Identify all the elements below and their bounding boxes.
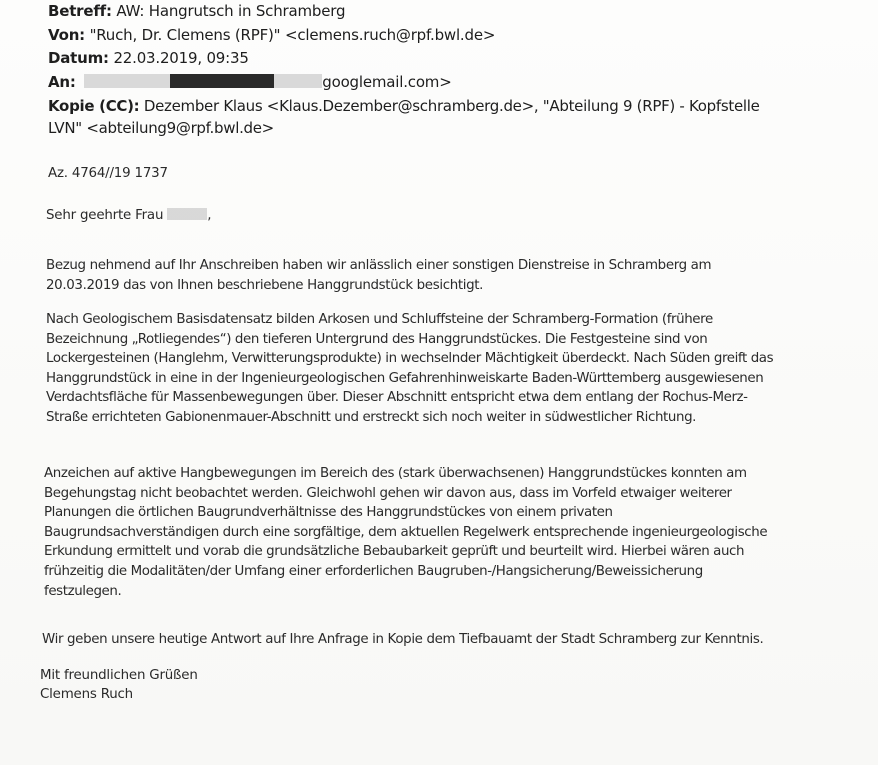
paragraph-1	[46, 256, 711, 295]
redacted-recipient-name	[84, 74, 170, 88]
paragraph-3-line: Anzeichen auf aktive Hangbewegungen im Bereich des (stark überwachsenen) Hanggrundstückes konnten am	[44, 466, 747, 481]
date-label: Datum:	[48, 49, 109, 67]
date-value: 22.03.2019, 09:35	[113, 49, 249, 67]
paragraph-3-line: Planungen die örtlichen Baugrundverhältnisse des Hanggrundstückes von einem privaten	[44, 505, 613, 521]
to-label: An:	[48, 73, 76, 91]
cc-line-continued	[48, 118, 274, 138]
signature: Clemens Ruch	[40, 687, 133, 702]
paragraph-3-line: festzulegen.	[44, 583, 122, 599]
from-line	[48, 25, 495, 45]
cc-value-line1: Dezember Klaus <Klaus.Dezember@schramberg.de>, "Abteilung 9 (RPF) - Kopfstelle	[143, 97, 760, 115]
date-line	[48, 48, 249, 68]
redacted-recipient-address-end	[274, 74, 322, 88]
paragraph-3-line: Erkundung ermittelt und vorab die grundsätzliche Bebaubarkeit geprüft und beurteilt wird. Hierbei wären auch	[44, 544, 745, 560]
salutation	[46, 206, 211, 226]
paragraph-1-line: 20.03.2019 das von Ihnen beschriebene Hanggrundstück besichtigt.	[46, 277, 484, 293]
redacted-recipient-address	[170, 74, 274, 88]
paragraph-1-line: Bezug nehmend auf Ihr Anschreiben haben wir anlässlich einer sonstigen Dienstreise in Schramberg am	[46, 258, 712, 273]
cc-label: Kopie (CC):	[48, 97, 140, 115]
paragraph-4: Wir geben unsere heutige Antwort auf Ihre Anfrage in Kopie dem Tiefbauamt der Stadt Schramberg zur Kenntnis.	[42, 632, 764, 647]
to-value: googlemail.com>	[322, 73, 452, 91]
paragraph-2-line: Straße errichteten Gabionenmauer-Abschnitt und erstreckt sich noch weiter in südwestlicher Richtung.	[46, 409, 697, 425]
redacted-name	[167, 208, 207, 220]
paragraph-3-line: frühzeitig die Modalitäten/der Umfang einer erforderlichen Baugruben-/Hangsicherung/Beweissicherung	[44, 563, 703, 579]
subject-value: AW: Hangrutsch in Schramberg	[116, 2, 346, 20]
paragraph-2-line: Lockergesteinen (Hanglehm, Verwitterungsprodukte) in wechselnder Mächtigkeit überdeckt. Nach Süden greift das	[46, 351, 774, 367]
paragraph-3	[44, 464, 767, 601]
paragraph-2-line: Hanggrundstück in eine in der Ingenieurgeologischen Gefahrenhinweiskarte Baden-Württemberg ausgewiesenen	[46, 370, 764, 386]
paragraph-2-line: Bezeichnung „Rotliegendes“) den tieferen Untergrund des Hanggrundstückes. Die Festgesteine sind von	[46, 331, 708, 347]
paragraph-3-line: Baugrundsachverständigen durch eine sorgfältige, dem aktuellen Regelwerk entsprechende ingenieurgeologische	[44, 524, 768, 540]
cc-line	[48, 96, 760, 116]
cc-value-line2: LVN" <abteilung9@rpf.bwl.de>	[48, 119, 274, 137]
paragraph-2-line: Verdachtsfläche für Massenbewegungen über. Dieser Abschnitt entspricht etwa dem entlang der Rochus-Merz-	[46, 390, 748, 406]
from-value: "Ruch, Dr. Clemens (RPF)" <clemens.ruch@rpf.bwl.de>	[89, 26, 496, 44]
salutation-text: Sehr geehrte Frau	[46, 208, 164, 223]
paragraph-3-line: Begehungstag nicht beobachtet werden. Gleichwohl gehen wir davon aus, dass im Vorfeld etwaiger weiterer	[44, 485, 732, 501]
subject-label: Betreff:	[48, 2, 112, 20]
file-reference: Az. 4764//19 1737	[48, 166, 168, 181]
paragraph-2	[46, 310, 773, 428]
closing: Mit freundlichen Grüßen	[40, 668, 198, 683]
to-line	[48, 72, 452, 92]
salutation-comma: ,	[207, 208, 212, 223]
subject-line	[48, 1, 345, 21]
from-label: Von:	[48, 26, 85, 44]
paragraph-2-line: Nach Geologischem Basisdatensatz bilden Arkosen und Schluffsteine der Schramberg-Formation (frühere	[46, 312, 713, 327]
